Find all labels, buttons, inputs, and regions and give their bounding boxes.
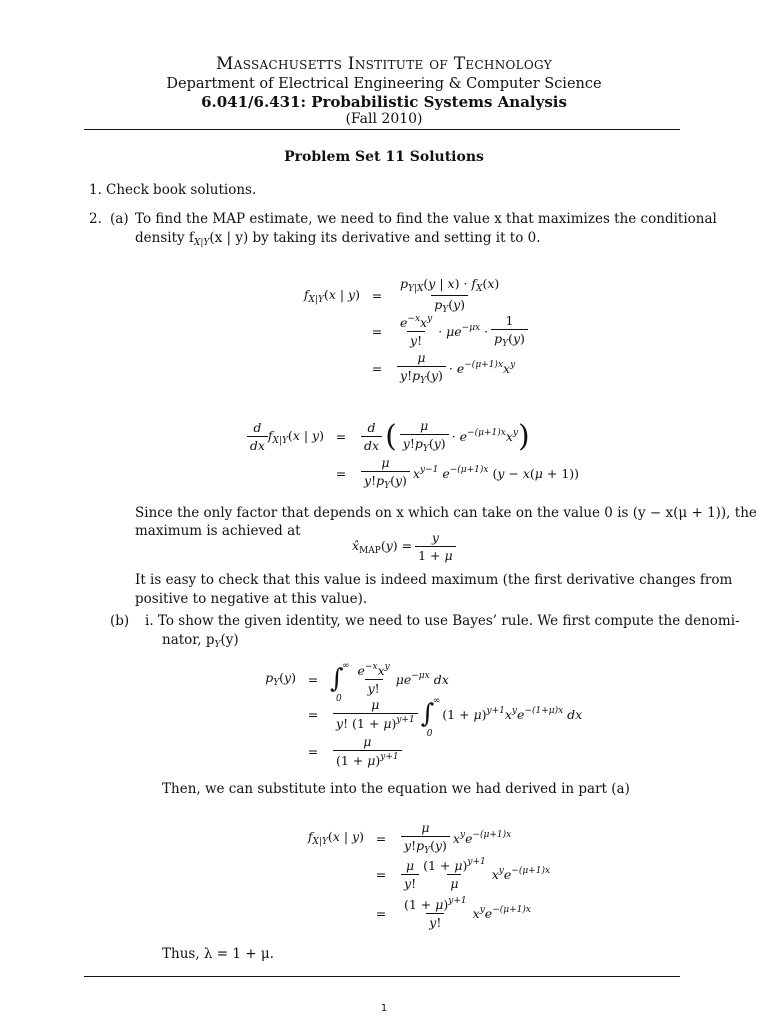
part-b-i-text-line-1: i. To show the given identity, we need to use Bayes’ rule. We first compute the denomi- (145, 613, 740, 629)
department-name: Department of Electrical Engineering & Computer Science (166, 76, 602, 92)
part-b-label: (b) (110, 613, 130, 629)
equation-map-estimate: $x̂_{MAP}(y)$ = $\frac{y}{1 + \mu}$ (352, 530, 459, 563)
since-text-line-2: maximum is achieved at (135, 523, 301, 539)
term-label: (Fall 2010) (345, 111, 423, 127)
course-title: 6.041/6.431: Probabilistic Systems Analysis (201, 93, 567, 111)
footer-rule (84, 976, 680, 977)
equation-marginal-line-3: = $\frac{\mu}{(1 + \mu)^{y+1}}$ (250, 734, 405, 768)
equation-result-line-2: = $\frac{\mu}{y!}$ $\frac{(1 + \mu)^{y+1}}{\mu}$ $x^ye^{-(\mu+1)x}$ (375, 857, 551, 891)
then-text: Then, we can substitute into the equation we had derived in part (a) (162, 781, 630, 797)
problem-2-number: 2. (89, 211, 102, 227)
equation-result-line-3: = $\frac{(1 + \mu)^{y+1}}{y!}$ $x^ye^{-(\mu+1)x}$ (375, 896, 531, 930)
equation-posterior-line-3: = $\frac{\mu}{y!p_Y(y)}$ · $e^{-(\mu+1)x}x^y$ (371, 350, 516, 386)
equation-derivative-line-2: = $\frac{\mu}{y!p_Y(y)}$ $x^{y-1}$ $e^{-(\mu+1)x}$ (y − x(μ + 1)) (335, 455, 580, 491)
easy-text-line-2: positive to negative at this value). (135, 591, 368, 607)
equation-derivative-line-1: $\frac{d}{dx}$ $f_{X|Y}(x$ | y) = $\frac{d}{dx}$ ( $\frac{\mu}{y!p_Y(y)}$ · $e^{-(\mu+1)x}x^y$ ) (232, 418, 530, 454)
header-rule (84, 129, 680, 130)
problem-set-title: Problem Set 11 Solutions (284, 149, 484, 165)
equation-marginal-line-2: = $\frac{\mu}{y! (1 + \mu)^{y+1}}$ ∫ ∞ 0 $(1 + \mu)^{y+1}x^ye^{-(1+\mu)x}$ dx (307, 696, 583, 739)
easy-text-line-1: It is easy to check that this value is indeed maximum (the first derivative changes from (135, 572, 733, 588)
equation-result-line-1: $f_{X|Y}(x$ | y) = $\frac{\mu}{y!p_Y(y)}$ $x^ye^{-(\mu+1)x}$ (307, 820, 512, 856)
problem-1-number: 1. (89, 182, 102, 198)
equation-posterior-line-2: = $\frac{e^{-x}x^y}{y!}$ · $\mu e^{-\mu x}$ · $\frac{1}{p_Y(y)}$ (250, 313, 531, 349)
problem-1-text: Check book solutions. (106, 182, 257, 198)
part-a-label: (a) (110, 211, 129, 227)
equation-posterior-line-1: $f_{X|Y}(x$ | y) = $\frac{p_{Y|X}(y | x) \cdot f_X(x)}{p_Y(y)}$ (303, 276, 500, 315)
institution-name: Massachusetts Institute of Technology (216, 54, 552, 74)
page-number: 1 (380, 1003, 388, 1014)
part-a-text-line-2: density $f_{X|Y}(x$ | y) by taking its derivative and setting it to 0. (135, 230, 541, 248)
part-b-i-text-line-2: nator, $p_Y(y)$ (162, 632, 239, 650)
since-text-line-1: Since the only factor that depends on x which can take on the value 0 is (y − x(μ + 1)), the (135, 505, 757, 521)
equation-marginal-line-1: $p_Y(y)$ = ∫ ∞ 0 $\frac{e^{-x}x^y}{y!}$ $\mu e^{-\mu x}$ dx (265, 661, 449, 704)
thus-text: Thus, λ = 1 + μ. (162, 946, 274, 962)
part-a-text-line-1: To find the MAP estimate, we need to find the value x that maximizes the conditional (135, 211, 717, 227)
